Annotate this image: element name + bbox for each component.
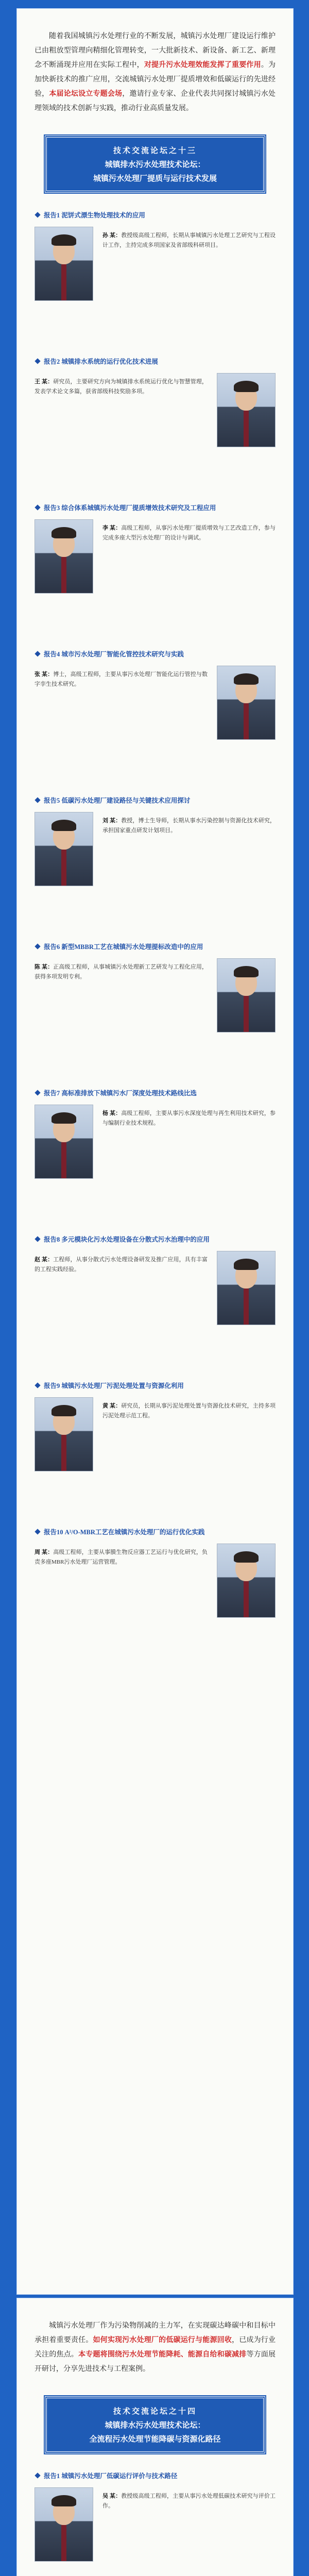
talk-item xyxy=(17,210,293,357)
speaker-card xyxy=(35,1397,276,1485)
speaker-photo xyxy=(217,958,276,1032)
speaker-photo xyxy=(35,227,93,301)
speaker-bio xyxy=(35,670,208,689)
speaker-name: 孙 某： xyxy=(102,232,122,239)
speaker-bio xyxy=(102,2492,276,2511)
talk-topic: 报告1 城镇污水处理厂低碳运行评价与技术路径 xyxy=(35,2471,276,2481)
talk-topic: 报告3 综合体系城镇污水处理厂提质增效技术研究及工程应用 xyxy=(35,503,276,513)
intro-paragraph-part2: 城镇污水处理厂作为污染物削减的主力军，在实现碳达峰碳中和目标中承担着重要责任。如何实现污水处理厂的低碳运行与能源回收，已成为行业关注的焦点。本专题将围绕污水处理节能降耗、能源自给和碳减排等方面展开研讨，分享先进技术与工程案例。 xyxy=(35,2322,276,2373)
speaker-bio-text: 研究员，长期从事污泥处理处置与资源化技术研究，主持多项污泥处理示范工程。 xyxy=(102,1403,276,1419)
talk-topic: 报告10 A²/O-MBR工艺在城镇污水处理厂的运行优化实践 xyxy=(35,1527,276,1537)
speaker-bio xyxy=(102,231,276,250)
talk-item xyxy=(17,2471,293,2576)
speaker-card xyxy=(35,1544,276,1631)
talk-item xyxy=(17,649,293,795)
talk-topic: 报告2 城镇排水系统的运行优化技术进展 xyxy=(35,357,276,367)
speaker-name: 张 某： xyxy=(35,671,54,677)
speaker-bio xyxy=(102,1109,276,1128)
speaker-bio-text: 工程师，从事分散式污水处理设备研发及推广应用，具有丰富的工程实践经验。 xyxy=(35,1257,208,1273)
speaker-bio-text: 教授，博士生导师，长期从事水污染控制与资源化技术研究，承担国家重点研发计划项目。 xyxy=(102,818,276,834)
talk-topic: 报告6 新型MBBR工艺在城镇污水处理提标改造中的应用 xyxy=(35,942,276,952)
speaker-bio-text: 教授级高级工程师，长期从事城镇污水处理工艺研究与工程设计工作，主持完成多项国家及省部级科研项目。 xyxy=(102,232,276,248)
speaker-bio-text: 高级工程师，主要从事污水深度处理与再生利用技术研究，参与编制行业技术规程。 xyxy=(102,1110,276,1126)
speaker-bio xyxy=(35,1548,208,1567)
speaker-name: 赵 某： xyxy=(35,1257,54,1263)
speaker-photo xyxy=(35,1105,93,1179)
speaker-card xyxy=(35,812,276,900)
talk-item xyxy=(17,1234,293,1381)
talk-topic: 报告7 高标准排放下城镇污水厂深度处理技术路线比选 xyxy=(35,1088,276,1098)
speaker-card xyxy=(35,2487,276,2575)
talk-topic: 报告4 城市污水处理厂智能化管控技术研究与实践 xyxy=(35,649,276,659)
speaker-photo xyxy=(217,1544,276,1618)
forum-banner-13: 技术交流论坛之十三 城镇排水污水处理技术论坛： 城镇污水处理厂提质与运行技术发展 xyxy=(45,135,265,193)
speaker-card xyxy=(35,519,276,607)
speaker-bio-text: 博士，高级工程师，主要从事污水处理厂智能化运行管控与数字孪生技术研究。 xyxy=(35,671,208,687)
talk-topic: 报告5 低碳污水处理厂建设路径与关键技术应用探讨 xyxy=(35,795,276,806)
speaker-card xyxy=(35,1105,276,1192)
talk-item xyxy=(17,1381,293,1527)
talk-item xyxy=(17,1527,293,1673)
speaker-bio xyxy=(35,377,208,397)
speaker-photo xyxy=(35,812,93,886)
speaker-card xyxy=(35,958,276,1046)
talk-item xyxy=(17,942,293,1088)
speaker-bio-text: 正高级工程师，从事城镇污水处理新工艺研发与工程化应用，获得多项发明专利。 xyxy=(35,964,208,980)
speaker-name: 杨 某： xyxy=(102,1110,122,1116)
speaker-card xyxy=(35,1251,276,1338)
speaker-bio-text: 高级工程师，主要从事膜生物反应器工艺运行与优化研究，负责多座MBR污水处理厂运营管理。 xyxy=(35,1549,208,1565)
speaker-photo xyxy=(35,1397,93,1471)
speaker-name: 刘 某： xyxy=(102,818,122,824)
speaker-name: 陈 某： xyxy=(35,964,54,970)
talk-list-part2 xyxy=(17,2471,293,2576)
speaker-photo xyxy=(217,1251,276,1325)
forum-banner-14: 技术交流论坛之十四 城镇排水污水处理技术论坛： 全流程污水处理节能降碳与资源化路径 xyxy=(45,2396,265,2453)
speaker-name: 吴 某： xyxy=(102,2493,122,2499)
talk-item xyxy=(17,795,293,942)
speaker-photo xyxy=(35,519,93,594)
intro-paragraph: 随着我国城镇污水处理行业的不断发展，城镇污水处理厂建设运行维护已由粗放型管理向精细化管理转变，一大批新技术、新设备、新工艺、新理念不断涌现并应用在实际工程中，对提升污水处理效能发挥了重要作用。为加快新技术的推广应用，交流城镇污水处理厂提质增效和低碳运行的先进经验，本届论坛设立专题会场，邀请行业专家、企业代表共同探讨城镇污水处理领域的技术创新与实践，推动行业高质量发展。 xyxy=(35,32,276,112)
speaker-photo xyxy=(217,666,276,740)
speaker-name: 李 某： xyxy=(102,525,122,531)
talk-topic: 报告8 多元模块化污水处理设备在分散式污水治理中的应用 xyxy=(35,1234,276,1245)
speaker-bio xyxy=(102,523,276,543)
speaker-photo xyxy=(35,2487,93,2562)
speaker-bio xyxy=(102,1401,276,1421)
speaker-card xyxy=(35,227,276,314)
talk-topic: 报告9 城镇污水处理厂污泥处理处置与资源化利用 xyxy=(35,1381,276,1391)
speaker-bio-text: 研究员，主要研究方向为城镇排水系统运行优化与智慧管理，发表学术论文多篇，获省部级科技奖励多项。 xyxy=(35,379,208,395)
speaker-bio xyxy=(35,1255,208,1275)
forum-section-top xyxy=(16,8,294,2295)
speaker-name: 周 某： xyxy=(35,1549,54,1555)
speaker-bio xyxy=(35,962,208,982)
speaker-card xyxy=(35,373,276,461)
speaker-bio-text: 高级工程师，从事污水处理厂提质增效与工艺改造工作，参与完成多座大型污水处理厂的设计与调试。 xyxy=(102,525,276,541)
speaker-card xyxy=(35,666,276,753)
speaker-bio xyxy=(102,816,276,836)
talk-list-part1 xyxy=(17,210,293,1673)
talk-item xyxy=(17,357,293,503)
speaker-name: 王 某： xyxy=(35,379,54,385)
talk-item xyxy=(17,503,293,649)
speaker-bio-text: 教授级高级工程师，主要从事污水处理低碳技术研究与评价工作。 xyxy=(102,2493,276,2509)
talk-item xyxy=(17,1088,293,1234)
speaker-name: 黄 某： xyxy=(102,1403,122,1409)
speaker-photo xyxy=(217,373,276,447)
talk-topic: 报告1 泥饼式漂生物处理技术的应用 xyxy=(35,210,276,221)
forum-section-bottom xyxy=(16,2298,294,2576)
